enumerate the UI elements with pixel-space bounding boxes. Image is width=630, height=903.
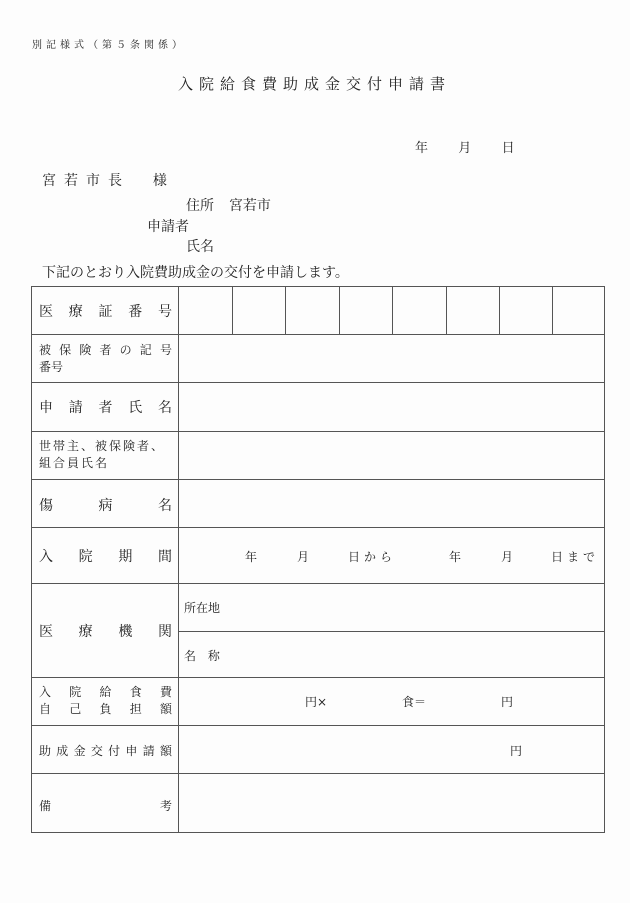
label-char: 申 — [125, 744, 138, 758]
label-remarks — [39, 797, 172, 814]
label-line2: 組合員氏名 — [39, 456, 110, 470]
label-char: 名 — [158, 498, 172, 514]
label-meal-cost — [39, 684, 172, 718]
period-from-month: 月 — [297, 550, 310, 564]
row-divider — [178, 631, 604, 632]
label-char: 院 — [78, 549, 93, 565]
addressee-honorific: 様 — [152, 173, 167, 189]
label-char: 備 — [39, 799, 52, 813]
applicant-label: 申請者 — [147, 219, 189, 235]
label-line2: 番号 — [39, 360, 64, 374]
label-char: 考 — [159, 799, 172, 813]
label-char: 入 — [39, 685, 52, 699]
label-char: 負 — [99, 702, 112, 716]
label-char: 氏 — [128, 400, 143, 416]
period-to-year: 年 — [449, 550, 462, 564]
label-char: 申 — [39, 400, 53, 416]
meal-count: 食＝ — [402, 695, 427, 709]
label-char: 被 — [39, 343, 52, 357]
label-char: 請 — [68, 400, 83, 416]
label-char: 入 — [39, 549, 53, 565]
label-medical-institution — [39, 621, 172, 641]
label-char: 療 — [68, 304, 83, 320]
row-divider — [32, 725, 604, 726]
row-divider — [32, 334, 604, 335]
label-char: 者 — [98, 400, 113, 416]
meal-unit-price: 円× — [305, 695, 328, 709]
label-char: 保 — [59, 343, 72, 357]
date-day: 日 — [501, 141, 515, 156]
cell-divider — [392, 287, 393, 335]
period-to-day: 日まで — [551, 550, 600, 564]
label-char: 関 — [157, 624, 172, 640]
label-char: 記 — [139, 343, 152, 357]
label-char: 医 — [39, 624, 53, 640]
grant-amount-unit: 円 — [510, 744, 523, 758]
label-char: 名 — [158, 400, 172, 416]
label-char: 傷 — [39, 498, 53, 514]
row-divider — [32, 382, 604, 383]
address-value: 宮若市 — [228, 198, 271, 214]
row-divider — [32, 583, 604, 584]
label-grant-amount — [39, 742, 172, 759]
label-char: 自 — [39, 702, 52, 716]
addressee-name: 宮若市長 — [42, 173, 130, 189]
label-char: 請 — [142, 744, 155, 758]
label-char: 期 — [118, 549, 133, 565]
label-illness-name — [39, 495, 172, 515]
address-label: 住所 — [186, 198, 214, 214]
institution-location-label: 所在地 — [184, 601, 221, 615]
document-title: 入院給食費助成金交付申請書 — [178, 75, 452, 93]
date-year: 年 — [415, 141, 429, 156]
label-char: 号 — [158, 304, 172, 320]
label-char: 付 — [108, 744, 121, 758]
label-char: 医 — [39, 304, 53, 320]
label-char: 院 — [69, 685, 82, 699]
row-divider — [32, 431, 604, 432]
label-char: 費 — [159, 685, 172, 699]
cell-divider — [232, 287, 233, 335]
label-char: 病 — [98, 498, 113, 514]
label-char: 交 — [90, 744, 103, 758]
period-to-month: 月 — [501, 550, 514, 564]
label-char: 食 — [129, 685, 142, 699]
label-char: 助 — [39, 744, 52, 758]
label-char: 己 — [69, 702, 82, 716]
addressee — [42, 170, 167, 190]
row-divider — [32, 677, 604, 678]
cell-divider — [552, 287, 553, 335]
label-applicant-name — [39, 397, 172, 417]
period-from-day: 日から — [348, 550, 397, 564]
row-divider — [32, 773, 604, 774]
label-char: 号 — [159, 343, 172, 357]
label-insured-symbol-no — [39, 342, 172, 376]
cell-divider — [446, 287, 447, 335]
label-char: の — [119, 343, 132, 357]
address-line — [186, 195, 271, 215]
label-household-head — [39, 438, 172, 472]
label-char: 給 — [99, 685, 112, 699]
cell-divider — [339, 287, 340, 335]
label-char: 番 — [128, 304, 143, 320]
intro-text: 下記のとおり入院費助成金の交付を申請します。 — [42, 265, 349, 281]
application-table — [31, 286, 605, 833]
label-char: 金 — [73, 744, 86, 758]
form-reference: 別記様式（第５条関係） — [32, 40, 186, 51]
label-char: 機 — [118, 624, 133, 640]
row-divider — [32, 479, 604, 480]
label-medical-cert-no — [39, 301, 172, 321]
institution-name-label: 名 称 — [184, 649, 224, 663]
meal-total: 円 — [501, 695, 514, 709]
label-char: 療 — [78, 624, 93, 640]
label-char: 険 — [79, 343, 92, 357]
label-char: 担 — [129, 702, 142, 716]
label-column-divider — [178, 287, 179, 832]
label-line1: 世帯主、被保険者、 — [39, 439, 166, 453]
label-char: 額 — [159, 744, 172, 758]
label-hospital-period — [39, 546, 172, 566]
label-char: 間 — [157, 549, 172, 565]
name-label: 氏名 — [186, 239, 214, 255]
date-line — [415, 137, 515, 156]
label-char: 額 — [159, 702, 172, 716]
date-month: 月 — [458, 141, 472, 156]
period-from-year: 年 — [245, 550, 258, 564]
label-char: 成 — [56, 744, 69, 758]
cell-divider — [285, 287, 286, 335]
cell-divider — [499, 287, 500, 335]
label-char: 証 — [98, 304, 113, 320]
row-divider — [32, 527, 604, 528]
label-char: 者 — [99, 343, 112, 357]
